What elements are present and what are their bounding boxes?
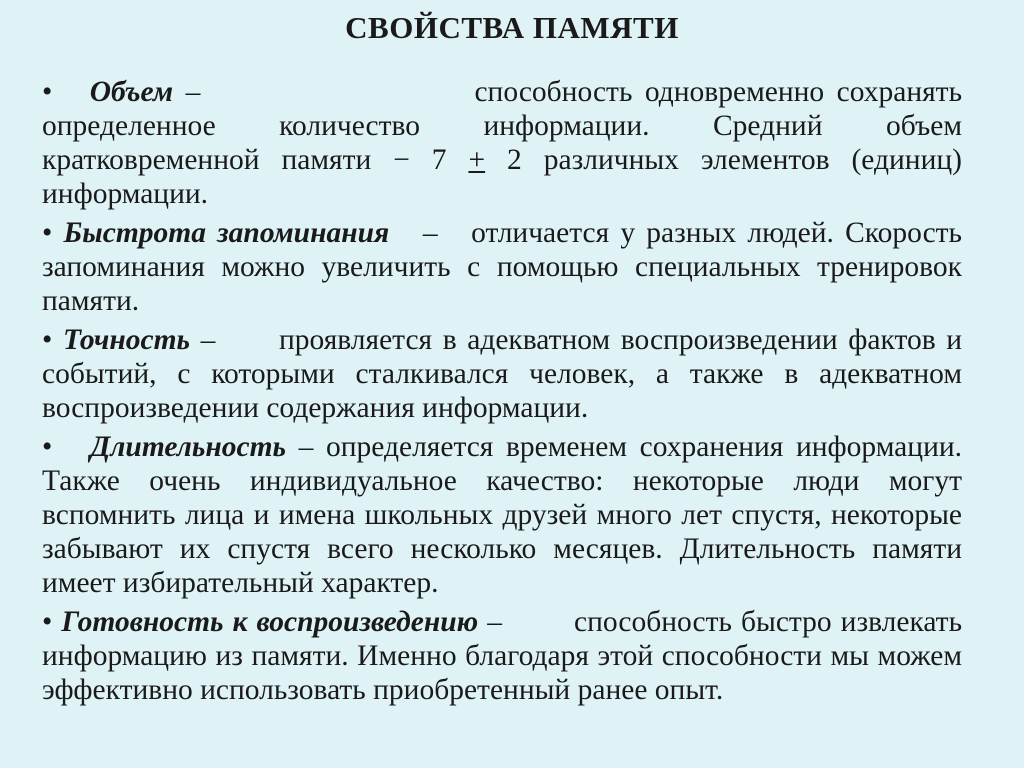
definition-accuracy: проявляется в адекватном воспроизведении фактов и событий, с которыми сталкивался человек, а также в адекватном воспроизведении содержания информации. bbox=[42, 324, 963, 424]
term-speed: Быстрота запоминания bbox=[63, 217, 390, 249]
bullet-icon: • bbox=[42, 606, 53, 638]
term-duration: Длительность bbox=[90, 431, 287, 463]
definition-volume-part1: способность одновременно сохранять определенное количество информации. Средний объем кратковременной памяти − 7 bbox=[42, 76, 963, 176]
bullet-item-accuracy bbox=[42, 323, 962, 425]
dash: – bbox=[487, 606, 502, 638]
bullet-item-volume bbox=[42, 75, 962, 211]
definition-volume-part2: 2 различных элементов (единиц) информации. bbox=[42, 144, 962, 210]
bullet-icon: • bbox=[42, 76, 53, 108]
dash: – bbox=[298, 431, 314, 463]
definition-duration: определяется временем сохранения информации. Также очень индивидуальное качество: некоторые люди могут вспомнить лица и имена школьных друзей много лет спустя, некоторые забывают их спустя всего несколько месяцев. Длительность памяти имеет избирательный характер. bbox=[42, 431, 963, 599]
term-volume: Объем bbox=[89, 76, 174, 108]
bullet-item-duration bbox=[42, 430, 962, 600]
bullet-item-readiness bbox=[42, 605, 962, 707]
dash: – bbox=[422, 217, 438, 249]
term-readiness: Готовность к воспроизведению bbox=[61, 606, 479, 638]
bullet-icon: • bbox=[42, 324, 53, 356]
plus-minus-sign: + bbox=[468, 144, 486, 176]
term-accuracy: Точность bbox=[62, 324, 191, 356]
bullet-icon: • bbox=[42, 431, 53, 463]
dash: – bbox=[185, 76, 201, 108]
bullet-item-speed bbox=[42, 216, 962, 318]
definition-speed: отличается у разных людей. Скорость запоминания можно увеличить с помощью специальных тренировок памяти. bbox=[42, 217, 963, 317]
dash: – bbox=[200, 324, 216, 356]
definition-readiness: способность быстро извлекать информацию из памяти. Именно благодаря этой способности мы можем эффективно использовать приобретенный ранее опыт. bbox=[42, 606, 963, 706]
slide-title: СВОЙСТВА ПАМЯТИ bbox=[345, 10, 679, 45]
bullet-list bbox=[42, 75, 962, 707]
bullet-icon: • bbox=[42, 217, 53, 249]
